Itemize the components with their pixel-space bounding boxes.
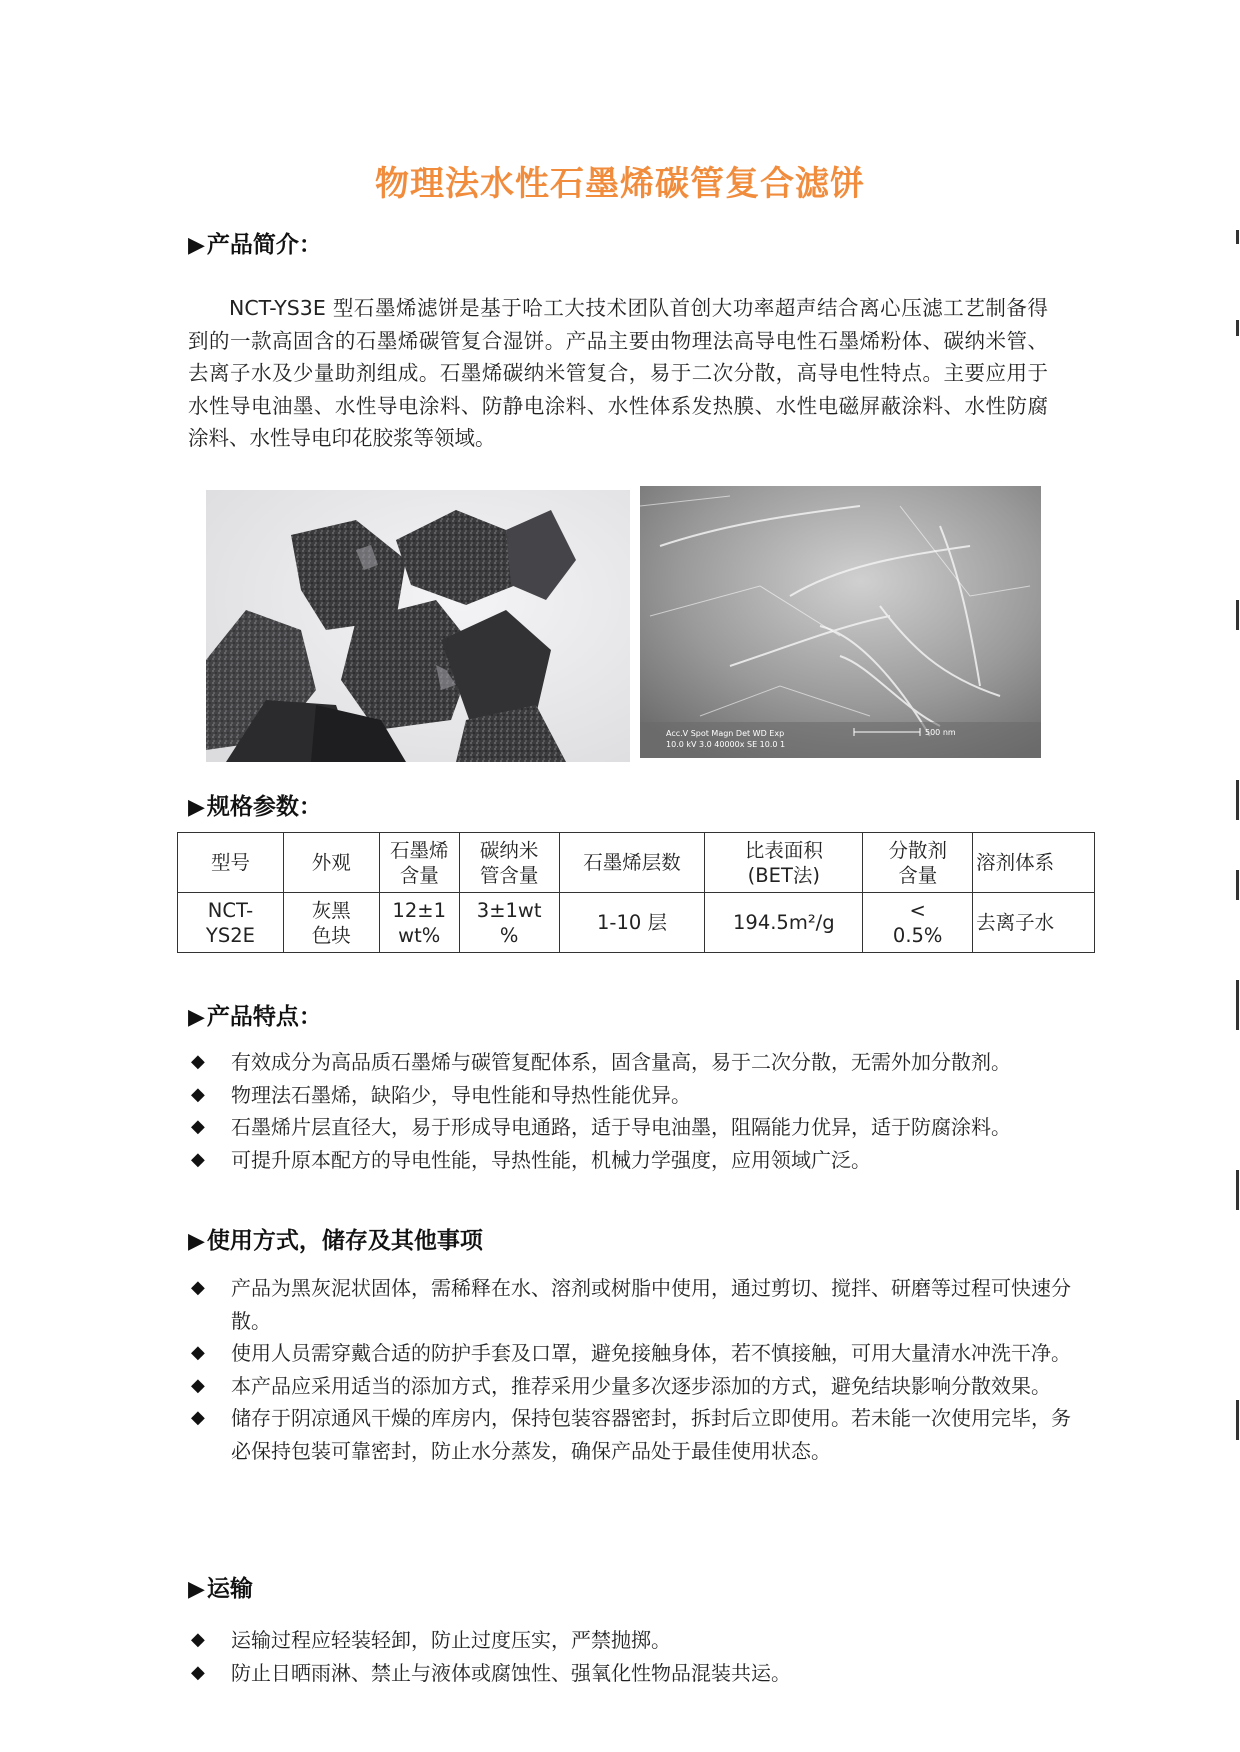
page-edge-marks (1236, 220, 1240, 1520)
cell-dispersant: < 0.5% (863, 893, 973, 953)
filter-cake-photo (206, 490, 630, 762)
cell-appearance: 灰黑 色块 (283, 893, 379, 953)
features-list (188, 1046, 1088, 1176)
header-cell-model: 型号 (178, 833, 284, 893)
intro-heading-label: 产品简介： (206, 232, 322, 258)
usage-heading-label: 使用方式，储存及其他事项 (206, 1228, 483, 1254)
header-cell-appearance: 外观 (283, 833, 379, 893)
sem-scale-label: 500 nm (925, 728, 956, 737)
diamond-bullet-icon: ◆ (191, 1342, 205, 1363)
diamond-bullet-icon: ◆ (191, 1116, 205, 1137)
header-cell-layers: 石墨烯层数 (559, 833, 705, 893)
cell-surface-area: 194.5m²/g (705, 893, 863, 953)
sem-caption-values: 10.0 kV 3.0 40000x SE 10.0 1 (666, 740, 786, 749)
diamond-bullet-icon: ◆ (191, 1277, 205, 1298)
table-row (178, 893, 1095, 953)
list-item: ◆ 石墨烯片层直径大，易于形成导电通路，适于导电油墨，阻隔能力优异，适于防腐涂料。 (188, 1111, 1088, 1144)
list-item: ◆ 使用人员需穿戴合适的防护手套及口罩，避免接触身体，若不慎接触，可用大量清水冲洗干净。 (188, 1337, 1088, 1370)
intro-heading (188, 226, 322, 259)
diamond-bullet-icon: ◆ (191, 1629, 205, 1650)
spec-table (177, 832, 1095, 953)
list-item: ◆ 物理法石墨烯，缺陷少，导电性能和导热性能优异。 (188, 1079, 1088, 1112)
heading-arrow-icon: ▶ (188, 1577, 205, 1602)
cell-solvent: 去离子水 (973, 893, 1095, 953)
features-heading (188, 998, 322, 1031)
sem-micrograph (640, 486, 1041, 758)
heading-arrow-icon: ▶ (188, 795, 205, 820)
specs-heading-label: 规格参数： (206, 794, 322, 820)
transport-heading-label: 运输 (206, 1576, 253, 1602)
diamond-bullet-icon: ◆ (191, 1661, 205, 1683)
usage-list (188, 1272, 1088, 1467)
cell-model: NCT- YS2E (178, 893, 284, 953)
diamond-bullet-icon: ◆ (191, 1051, 205, 1072)
list-item: ◆ 运输过程应轻装轻卸，防止过度压实，严禁抛掷。 (188, 1624, 1088, 1657)
intro-paragraph: NCT-YS3E 型石墨烯滤饼是基于哈工大技术团队首创大功率超声结合离心压滤工艺制备得到的一款高固含的石墨烯碳管复合湿饼。产品主要由物理法高导电性石墨烯粉体、碳纳米管、去离子水及少量助剂组成。石墨烯碳纳米管复合，易于二次分散，高导电性特点。主要应用于水性导电油墨、水性导电涂料、防静电涂料、水性体系发热膜、水性电磁屏蔽涂料、水性防腐涂料、水性导电印花胶浆等领域。 (188, 296, 1048, 450)
transport-heading (188, 1570, 253, 1603)
sem-caption-labels: Acc.V Spot Magn Det WD Exp (666, 729, 785, 738)
diamond-bullet-icon: ◆ (191, 1374, 205, 1396)
header-cell-dispersant: 分散剂 含量 (863, 833, 973, 893)
diamond-bullet-icon: ◆ (191, 1148, 205, 1170)
filter-cake-image (206, 490, 630, 762)
list-item: ◆ 产品为黑灰泥状固体，需稀释在水、溶剂或树脂中使用，通过剪切、搅拌、研磨等过程可快速分散。 (188, 1272, 1088, 1337)
page-title: 物理法水性石墨烯碳管复合滤饼 (375, 164, 865, 204)
list-item: ◆ 储存于阴凉通风干燥的库房内，保持包装容器密封，拆封后立即使用。若未能一次使用完毕，务必保持包装可靠密封，防止水分蒸发，确保产品处于最佳使用状态。 (188, 1402, 1088, 1467)
diamond-bullet-icon: ◆ (191, 1407, 205, 1428)
cell-layers: 1-10 层 (559, 893, 705, 953)
features-heading-label: 产品特点： (206, 1004, 322, 1030)
diamond-bullet-icon: ◆ (191, 1083, 205, 1105)
list-item: ◆ 防止日晒雨淋、禁止与液体或腐蚀性、强氧化性物品混装共运。 (188, 1657, 1088, 1690)
transport-list (188, 1624, 1088, 1689)
heading-arrow-icon: ▶ (188, 1005, 205, 1030)
cell-cnt-content: 3±1wt % (459, 893, 559, 953)
heading-arrow-icon: ▶ (188, 1229, 205, 1254)
header-cell-cnt-content: 碳纳米 管含量 (459, 833, 559, 893)
header-cell-surface-area: 比表面积 (BET法) (705, 833, 863, 893)
cell-graphene-content: 12±1 wt% (379, 893, 459, 953)
header-cell-solvent: 溶剂体系 (973, 833, 1095, 893)
list-item: ◆ 有效成分为高品质石墨烯与碳管复配体系，固含量高，易于二次分散，无需外加分散剂。 (188, 1046, 1088, 1079)
sem-image (640, 486, 1041, 758)
spec-table-header-row (178, 833, 1095, 893)
usage-heading (188, 1222, 483, 1255)
specs-heading (188, 788, 322, 821)
header-cell-graphene-content: 石墨烯 含量 (379, 833, 459, 893)
heading-arrow-icon: ▶ (188, 233, 205, 258)
list-item: ◆ 本产品应采用适当的添加方式，推荐采用少量多次逐步添加的方式，避免结块影响分散效果。 (188, 1370, 1088, 1403)
list-item: ◆ 可提升原本配方的导电性能，导热性能，机械力学强度，应用领域广泛。 (188, 1144, 1088, 1177)
